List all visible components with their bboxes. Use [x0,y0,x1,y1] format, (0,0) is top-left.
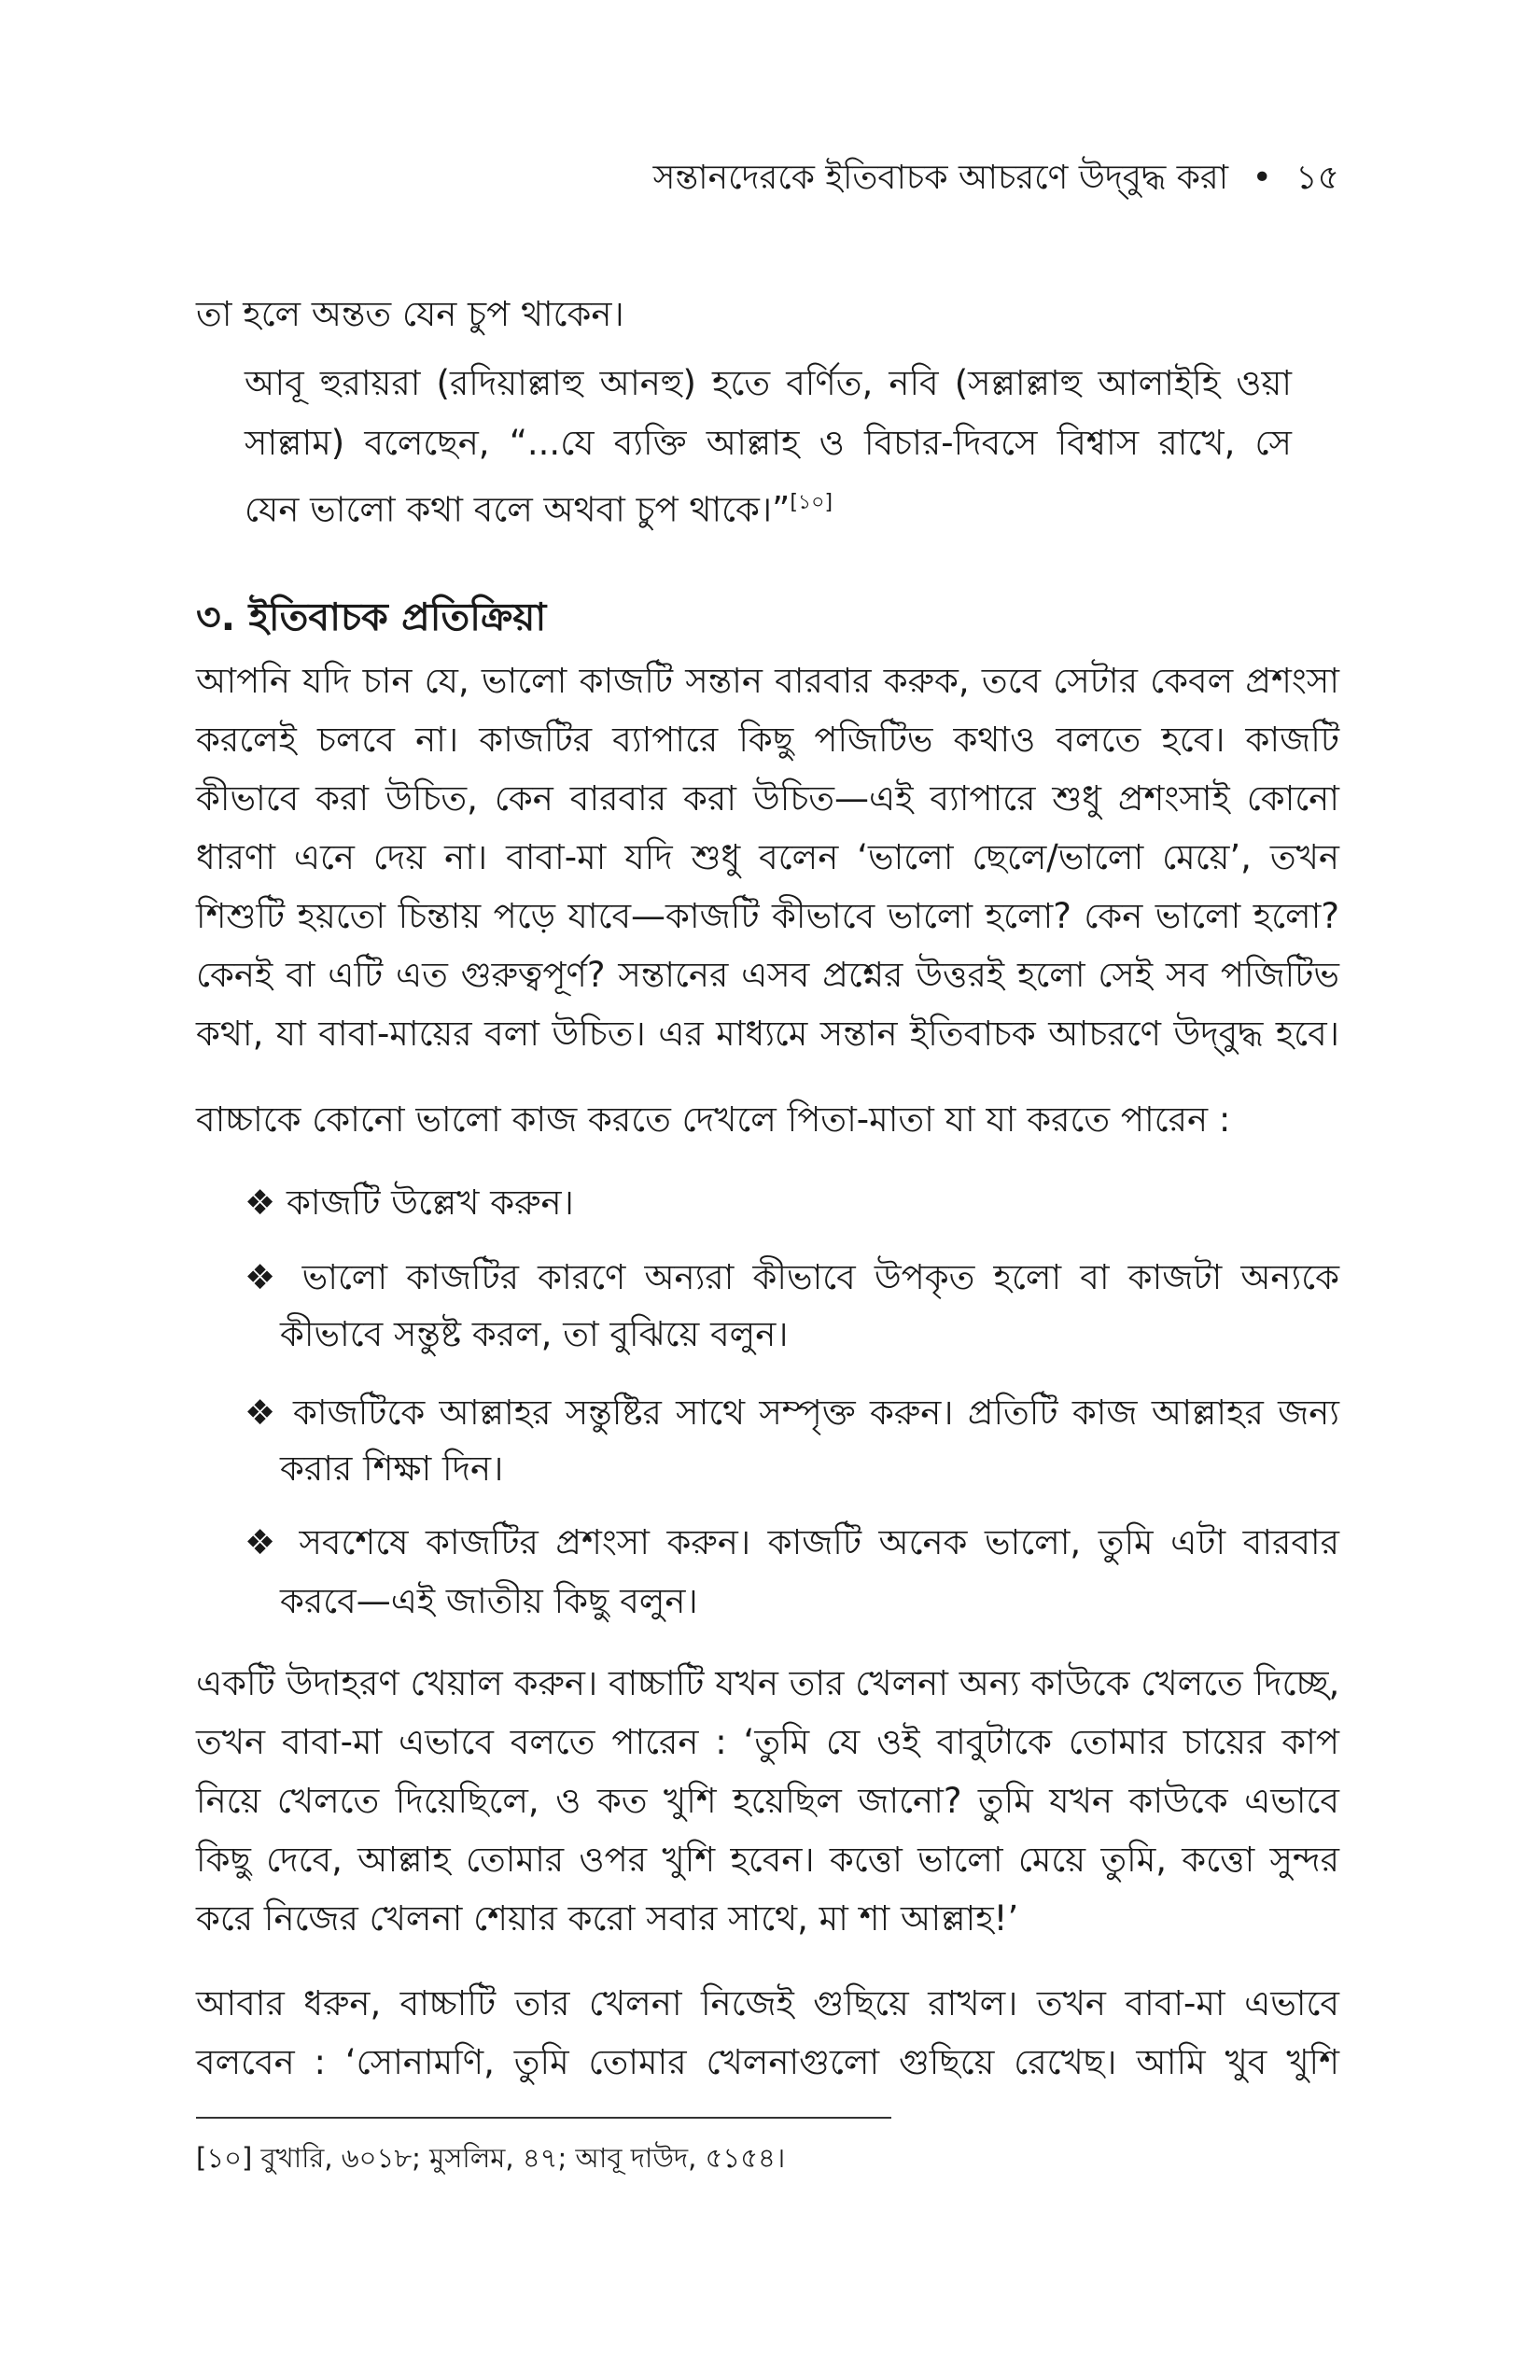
text-line: তখন বাবা-মা এভাবে বলতে পারেন : ‘তুমি যে ওই বাবুটাকে তোমার চায়ের কাপ [196,1722,1339,1762]
text-line: কীভাবে করা উচিত, কেন বারবার করা উচিত—এই ব্যাপারে শুধু প্রশংসাই কোনো [196,778,1339,819]
list-item-text: ভালো কাজটির কারণে অন্যরা কীভাবে উপকৃত হলো বা কাজটা অন্যকে [301,1257,1340,1297]
text-line: করে নিজের খেলনা শেয়ার করো সবার সাথে, মা শা আল্লাহ!’ [196,1898,1019,1939]
text-line: নিয়ে খেলতে দিয়েছিলে, ও কত খুশি হয়েছিল জানো? তুমি যখন কাউকে এভাবে [196,1781,1339,1821]
quote-text: যেন ভালো কথা বলে অথবা চুপ থাকে।” [245,489,791,530]
footnote-ref: [১০] [790,491,833,514]
page-number: ১৫ [1295,159,1339,197]
footnote: [১০] বুখারি, ৬০১৮; মুসলিম, ৪৭; আবূ দাউদ, ৫১৫৪। [196,2142,786,2174]
footnote-divider [196,2117,891,2119]
list-item-continuation: কীভাবে সন্তুষ্ট করল, তা বুঝিয়ে বলুন। [280,1314,789,1354]
list-item-text: সবশেষে কাজটির প্রশংসা করুন। কাজটি অনেক ভালো, তুমি এটা বারবার [299,1522,1340,1562]
text-line: কথা, যা বাবা-মায়ের বলা উচিত। এর মাধ্যমে সন্তান ইতিবাচক আচরণে উদ্‌বুদ্ধ হবে। [196,1014,1339,1054]
running-title: সন্তানদেরকে ইতিবাচক আচরণে উদ্‌বুদ্ধ করা [652,159,1229,197]
paragraph-list-intro: বাচ্চাকে কোনো ভালো কাজ করতে দেখলে পিতা-মাতা যা যা করতে পারেন : [196,1099,1231,1140]
diamond-bullet-icon: ❖ [245,1257,284,1297]
list-item [245,1519,1339,1566]
diamond-bullet-icon: ❖ [245,1393,279,1433]
quote-line: সাল্লাম) বলেছেন, “...যে ব্যক্তি আল্লাহ ও বিচার-দিবসে বিশ্বাস রাখে, সে [245,423,1292,463]
text-line: কিছু দেবে, আল্লাহ তোমার ওপর খুশি হবেন। কত্তো ভালো মেয়ে তুমি, কত্তো সুন্দর [196,1840,1339,1880]
running-header [653,155,1339,202]
text-line: আপনি যদি চান যে, ভালো কাজটি সন্তান বারবার করুক, তবে সেটার কেবল প্রশংসা [196,661,1339,701]
header-bullet: • [1252,159,1272,197]
list-item [245,1254,1339,1301]
text-line: ধারণা এনে দেয় না। বাবা-মা যদি শুধু বলেন ‘ভালো ছেলে/ভালো মেয়ে’, তখন [196,837,1339,877]
paragraph-intro: তা হলে অন্তত যেন চুপ থাকেন। [196,294,624,334]
text-line: একটি উদাহরণ খেয়াল করুন। বাচ্চাটি যখন তার খেলনা অন্য কাউকে খেলতে দিচ্ছে, [196,1663,1340,1703]
list-item-continuation: করার শিক্ষা দিন। [280,1449,504,1489]
text-line: করলেই চলবে না। কাজটির ব্যাপারে কিছু পজিটিভ কথাও বলতে হবে। কাজটি [196,720,1339,760]
list-item [245,1390,1339,1436]
text-line: কেনই বা এটি এত গুরুত্বপূর্ণ? সন্তানের এসব প্রশ্নের উত্তরই হলো সেই সব পজিটিভ [196,955,1339,995]
text-line: আবার ধরুন, বাচ্চাটি তার খেলনা নিজেই গুছিয়ে রাখল। তখন বাবা-মা এভাবে [196,1983,1339,2023]
text-line: শিশুটি হয়তো চিন্তায় পড়ে যাবে—কাজটি কীভাবে ভালো হলো? কেন ভালো হলো? [196,896,1339,936]
quote-line [245,480,1292,533]
section-heading: ৩. ইতিবাচক প্রতিক্রিয়া [196,595,547,639]
list-item [245,1180,1339,1226]
text-line: বলবেন : ‘সোনামণি, তুমি তোমার খেলনাগুলো গুছিয়ে রেখেছ। আমি খুব খুশি [196,2042,1339,2082]
list-item-text: কাজটি উল্লেখ করুন। [286,1183,574,1223]
diamond-bullet-icon: ❖ [245,1522,282,1562]
quote-line: আবূ হুরায়রা (রদিয়াল্লাহু আনহু) হতে বর্ণিত, নবি (সল্লাল্লাহু আলাইহি ওয়া [245,363,1292,403]
list-item-text: কাজটিকে আল্লাহর সন্তুষ্টির সাথে সম্পৃক্ত করুন। প্রতিটি কাজ আল্লাহর জন্য [293,1393,1340,1433]
list-item-continuation: করবে—এই জাতীয় কিছু বলুন। [280,1581,698,1621]
diamond-bullet-icon: ❖ [245,1183,276,1223]
